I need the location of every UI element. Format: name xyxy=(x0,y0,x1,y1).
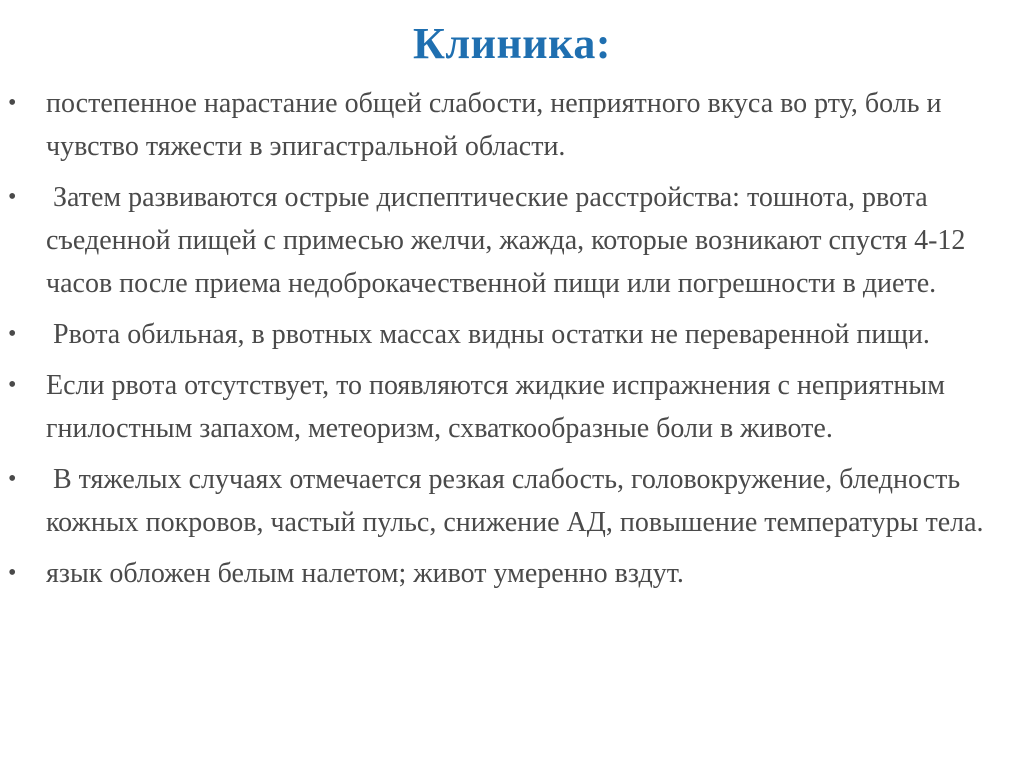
bullet-text: язык обложен белым налетом; живот умеренно вздут. xyxy=(46,558,684,589)
list-item xyxy=(0,313,1024,356)
list-item xyxy=(0,176,1024,305)
bullet-list xyxy=(0,82,1024,603)
list-item xyxy=(0,364,1024,450)
bullet-text: Затем развиваются острые диспептические расстройства: тошнота, рвота съеденной пищей с примесью желчи, жажда, которые возникают спустя 4-12 часов после приема недоброкачественной пищи или погрешности в диете. xyxy=(46,182,966,299)
bullet-text: постепенное нарастание общей слабости, неприятного вкуса во рту, боль и чувство тяжести в эпигастральной области. xyxy=(46,88,942,162)
bullet-icon: • xyxy=(8,321,17,347)
bullet-icon: • xyxy=(8,466,17,492)
list-item xyxy=(0,82,1024,168)
bullet-text: В тяжелых случаях отмечается резкая слабость, головокружение, бледность кожных покровов, частый пульс, снижение АД, повышение температуры тела. xyxy=(46,464,984,538)
list-item xyxy=(0,552,1024,595)
bullet-icon: • xyxy=(8,184,17,210)
bullet-text: Если рвота отсутствует, то появляются жидкие испражнения с неприятным гнилостным запахом, метеоризм, схваткообразные боли в животе. xyxy=(46,370,945,444)
bullet-icon: • xyxy=(8,560,17,586)
bullet-text: Рвота обильная, в рвотных массах видны остатки не переваренной пищи. xyxy=(46,319,930,350)
slide-title: Клиника: xyxy=(413,19,611,68)
bullet-icon: • xyxy=(8,90,17,116)
list-item xyxy=(0,458,1024,544)
bullet-icon: • xyxy=(8,372,17,398)
